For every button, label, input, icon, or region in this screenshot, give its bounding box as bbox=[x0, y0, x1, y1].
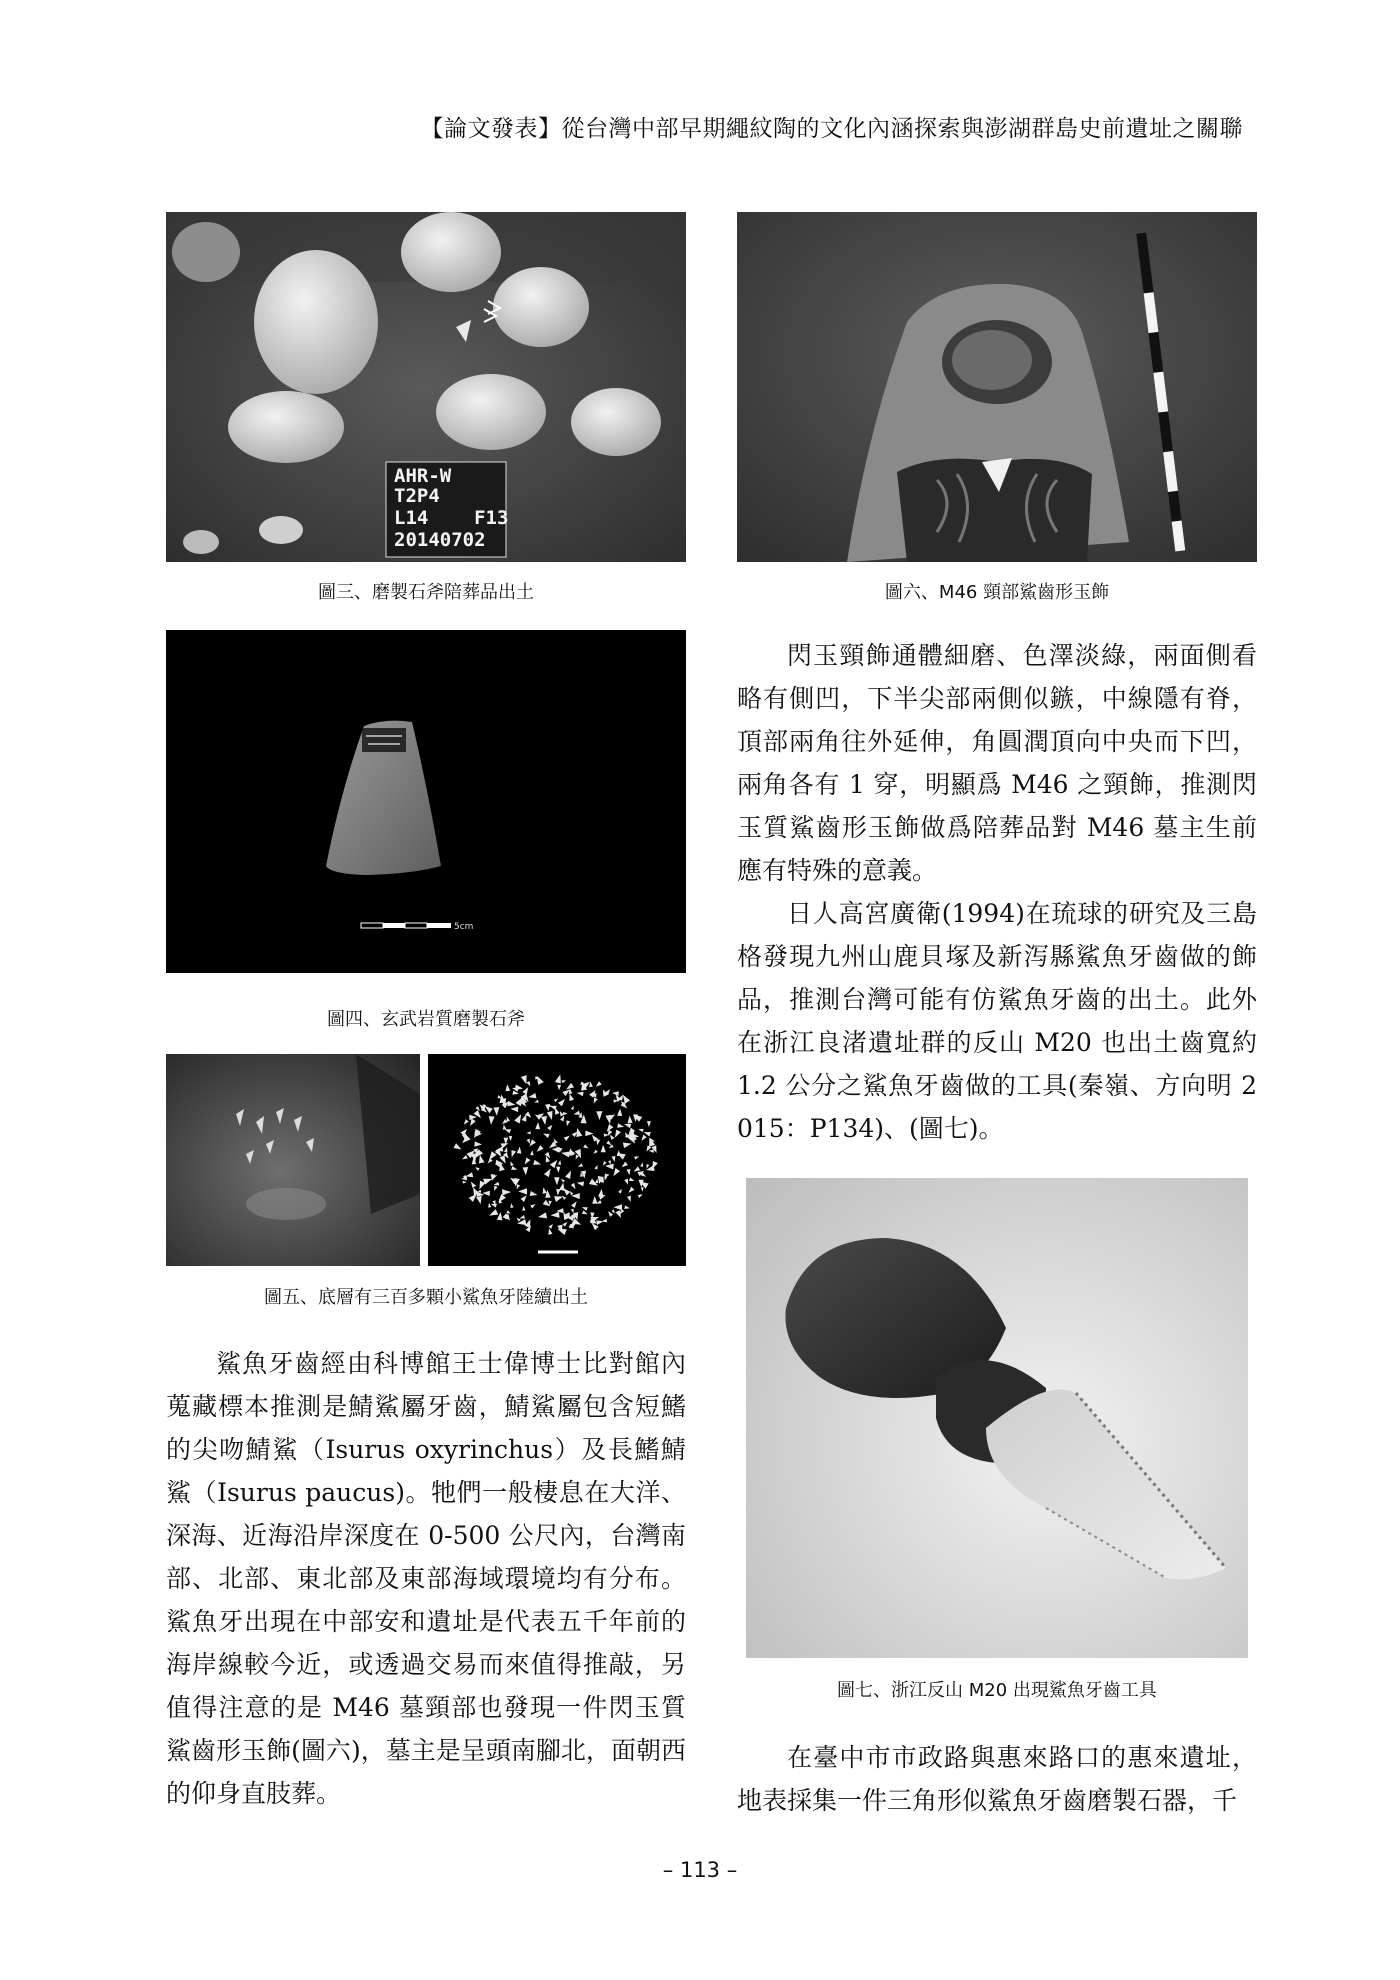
figure-3-caption: 圖三、磨製石斧陪葬品出土 bbox=[318, 582, 534, 603]
figure-4-caption: 圖四、玄武岩質磨製石斧 bbox=[327, 1009, 525, 1030]
stone-axe-image bbox=[166, 630, 686, 973]
right-paragraph-1: 閃玉頸飾通體細磨、色澤淡綠，兩面側看略有側凹，下半尖部兩側似鏃，中線隱有脊，頂部兩角往外延伸，角圓潤頂向中央而下凹，兩角各有 1 穿，明顯爲 M46 之頸飾，推測閃玉質鯊齒形玉飾做爲陪葬品對 M46 墓主生前應有特殊的意義。 bbox=[737, 641, 1257, 885]
burial-m46-image bbox=[737, 212, 1257, 562]
figure-3-photo bbox=[166, 212, 686, 562]
left-column-text bbox=[166, 1342, 686, 1815]
tag-line-4: 20140702 bbox=[394, 529, 486, 551]
figure-5-photo-right bbox=[428, 1054, 686, 1266]
figure-6-caption: 圖六、M46 頸部鯊齒形玉飾 bbox=[884, 582, 1110, 603]
right-paragraph-3: 在臺中市市政路與惠來路口的惠來遺址，地表採集一件三角形似鯊魚牙齒磨製石器，千 bbox=[737, 1743, 1257, 1815]
left-paragraph-1: 鯊魚牙齒經由科博館王士偉博士比對館內蒐藏標本推測是鯖鯊屬牙齒，鯖鯊屬包含短鰭的尖吻鯖鯊（Isurus oxyrinchus）及長鰭鯖鯊（Isurus paucus)。牠們一般棲息在大洋、深海、近海沿岸深度在 0-500 公尺內，台灣南部、北部、東北部及東部海域環境均有分布。鯊魚牙出現在中部安和遺址是代表五千年前的海岸線較今近，或透過交易而來值得推敲，另值得注意的是 M46 墓頸部也發現一件閃玉質鯊齒形玉飾(圖六)，墓主是呈頭南腳北，面朝西的仰身直肢葬。 bbox=[166, 1349, 686, 1808]
shark-teeth-array-image bbox=[428, 1054, 686, 1266]
figure-7-caption: 圖七、浙江反山 M20 出現鯊魚牙齒工具 bbox=[837, 1680, 1157, 1701]
right-column-text-upper bbox=[737, 634, 1257, 1150]
right-column-text-lower bbox=[737, 1736, 1257, 1822]
figure-5-photo-left bbox=[166, 1054, 420, 1266]
right-paragraph-2: 日人高宮廣衛(1994)在琉球的研究及三島格發現九州山鹿貝塚及新泻縣鯊魚牙齒做的飾品，推測台灣可能有仿鯊魚牙齒的出土。此外在浙江良渚遺址群的反山 M20 也出土齒寬約 1.2 公分之鯊魚牙齒做的工具(秦嶺、方向明 2015：P134)、(圖七)。 bbox=[737, 899, 1257, 1143]
figure-4-photo bbox=[166, 630, 686, 973]
shark-teeth-in-situ-image bbox=[166, 1054, 420, 1266]
tag-line-1: AHR-W bbox=[394, 465, 452, 487]
scale-label: 5cm bbox=[454, 922, 474, 932]
figure-7-photo bbox=[746, 1178, 1248, 1658]
figure-5-caption: 圖五、底層有三百多顆小鯊魚牙陸續出土 bbox=[264, 1287, 588, 1308]
shark-tooth-tool-image bbox=[746, 1178, 1248, 1658]
figure-6-photo bbox=[737, 212, 1257, 562]
page-number: – 113 – bbox=[662, 1858, 738, 1882]
excavation-photo-image bbox=[166, 212, 686, 562]
tag-line-2: T2P4 bbox=[394, 485, 440, 507]
running-header: 【論文發表】從台灣中部早期繩紋陶的文化內涵探索與澎湖群島史前遺址之關聯 bbox=[420, 116, 1243, 142]
tag-line-3: L14 F13 bbox=[394, 507, 509, 529]
